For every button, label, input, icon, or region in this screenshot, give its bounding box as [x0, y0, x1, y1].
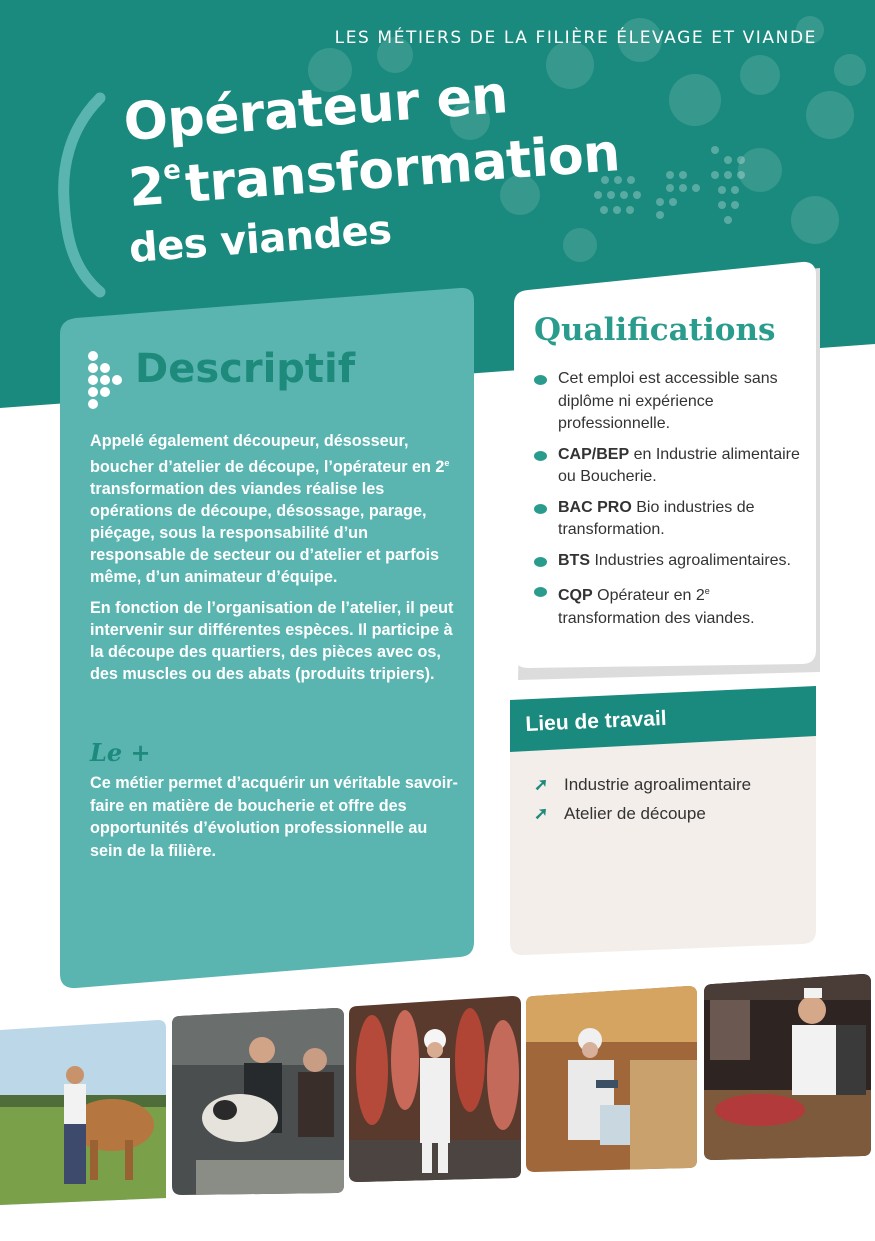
- lieu-item-label: Atelier de découpe: [564, 804, 706, 823]
- qualifications-heading: Qualifications: [534, 312, 776, 348]
- qualification-item: [534, 368, 802, 436]
- qualification-diploma: CAP/BEP: [558, 445, 630, 463]
- title-superscript: e: [162, 155, 182, 187]
- qualification-text: Opérateur en 2: [592, 587, 705, 604]
- qualification-diploma: BTS: [558, 551, 590, 569]
- worker-among-carcasses-photo: [345, 990, 525, 1185]
- qualification-superscript: e: [704, 586, 710, 596]
- arrow-up-right-icon: ➚: [534, 804, 549, 823]
- qualification-item: [534, 550, 802, 573]
- title-line-2-text: transformation: [183, 123, 622, 215]
- bullet-dot-icon: [534, 504, 547, 514]
- descriptif-heading: Descriptif: [135, 346, 356, 392]
- le-plus-body: Ce métier permet d’acquérir un véritable savoir-faire en matière de boucherie et offre des opportunités d’évolution professionnelle au sein de la filière.: [90, 774, 458, 860]
- photo-strip: [0, 970, 875, 1210]
- descriptif-p1-sup: e: [444, 458, 450, 468]
- lieu-item: [534, 799, 751, 828]
- lieu-heading: Lieu de travail: [525, 706, 668, 736]
- butcher-cutting-meat-photo: [700, 970, 875, 1165]
- page-title: [112, 61, 625, 273]
- lieu-item-label: Industrie agroalimentaire: [564, 775, 752, 794]
- lieu-list: [534, 770, 751, 828]
- bullet-dot-icon: [534, 375, 547, 385]
- qualifications-list: [534, 368, 802, 638]
- arrow-up-right-icon: ➚: [534, 775, 549, 794]
- title-line-1: Opérateur en: [121, 65, 510, 154]
- bullet-dot-icon: [534, 557, 547, 567]
- le-plus-heading: Le +: [90, 738, 151, 767]
- qualification-item: [534, 580, 802, 630]
- lieu-item: [534, 770, 751, 799]
- qualification-item: [534, 444, 802, 489]
- descriptif-p1-b: transformation des viandes réalise les opérations de découpe, désossage, parage, piéçage, sous la responsabilité d’un responsable de secteur ou d’atelier et parfois même, d’un animateur d’équipe.: [90, 480, 440, 586]
- qualification-text: Cet emploi est accessible sans diplôme ni expérience professionnelle.: [558, 370, 778, 432]
- qualification-text: Industries agroalimentaires.: [590, 551, 791, 569]
- qualification-diploma: BAC PRO: [558, 498, 632, 516]
- descriptif-p1-a: Appelé également découpeur, désosseur, boucher d’atelier de découpe, l’opérateur en 2: [90, 432, 445, 476]
- title-number: 2: [126, 156, 167, 219]
- qualification-text-after: transformation des viandes.: [558, 609, 755, 627]
- qualification-item: [534, 497, 802, 542]
- qualification-diploma: CQP: [558, 587, 593, 604]
- title-line-3: des viandes: [127, 206, 393, 273]
- qualification-text: Bio industries de transformation.: [558, 498, 755, 538]
- bullet-dot-icon: [534, 587, 547, 597]
- couple-with-calf-photo: [170, 1005, 350, 1200]
- descriptif-paragraph-2: En fonction de l’organisation de l’atelier, il peut intervenir sur différentes espèces. Il participe à la découpe des quartiers, des pièces avec os, des muscles ou des abats (produits tripiers).: [90, 599, 454, 683]
- descriptif-body: [90, 430, 460, 694]
- worker-in-plant-photo: [522, 982, 702, 1177]
- farmer-with-cow-photo: [0, 1015, 170, 1210]
- qualification-text: en Industrie alimentaire ou Boucherie.: [558, 445, 800, 485]
- series-title: LES MÉTIERS DE LA FILIÈRE ÉLEVAGE ET VIANDE: [334, 28, 817, 48]
- descriptif-paragraph-1: [90, 430, 460, 588]
- bullet-dot-icon: [534, 451, 547, 461]
